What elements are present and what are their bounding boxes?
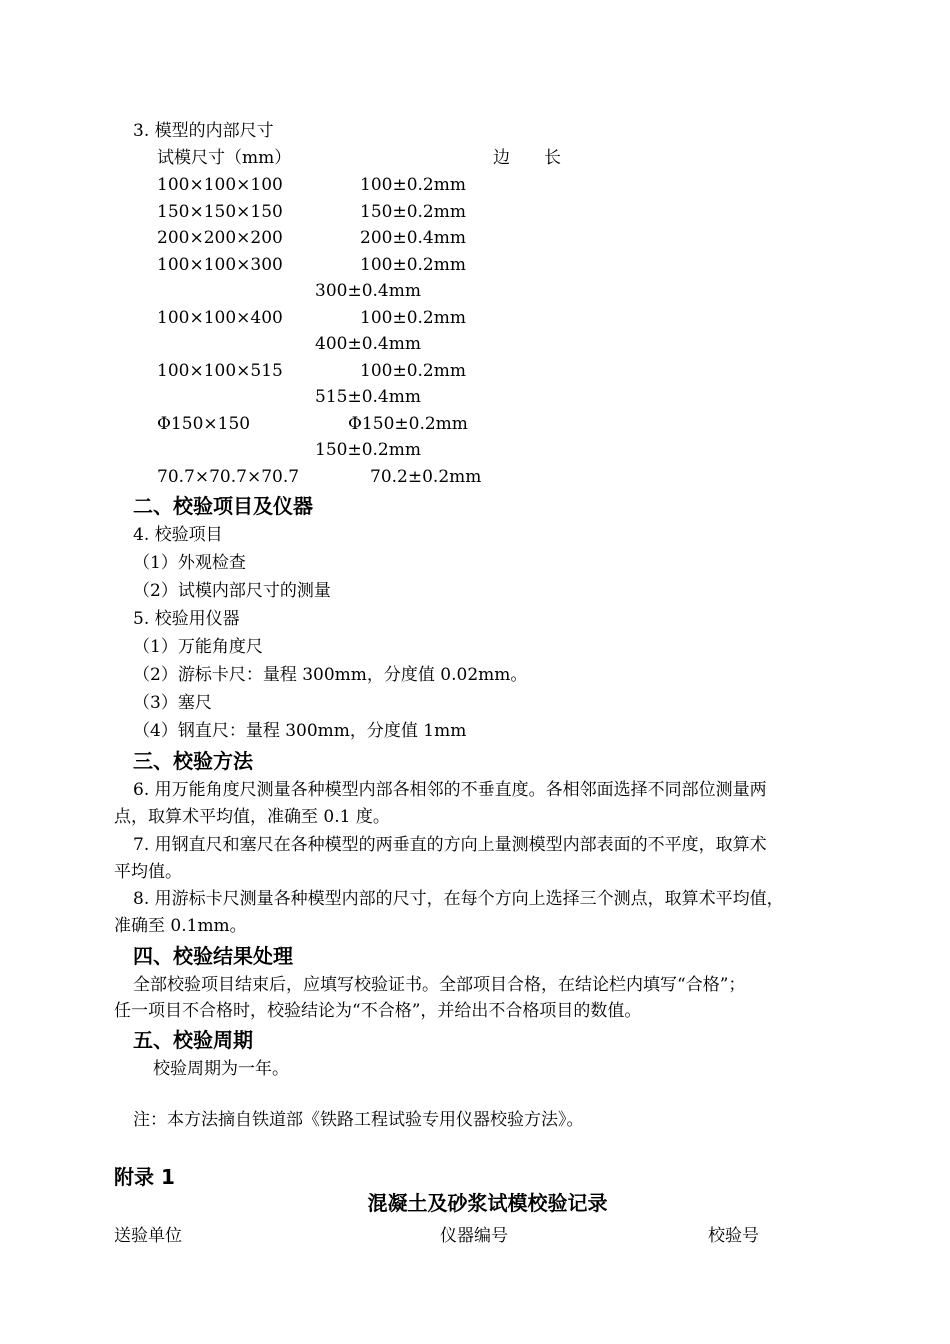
table-row-side: 100±0.2mm [360, 308, 466, 328]
table-row-side: 100±0.2mm [360, 175, 466, 195]
table-row-side: 150±0.2mm [360, 202, 466, 222]
section-heading-calibration-period: 五、校验周期 [133, 1028, 253, 1052]
table-row-size: 100×100×400 [157, 308, 283, 328]
item-5-2: （2）游标卡尺：量程 300mm，分度值 0.02mm。 [133, 665, 528, 685]
period-line: 校验周期为一年。 [153, 1059, 289, 1079]
field-instrument-number: 仪器编号 [440, 1226, 508, 1246]
item-4-2: （2）试模内部尺寸的测量 [133, 581, 331, 601]
result-line-1: 全部校验项目结束后，应填写校验证书。全部项目合格，在结论栏内填写“合格”； [133, 975, 746, 995]
item-4: 4. 校验项目 [133, 525, 223, 545]
table-row-extra: 150±0.2mm [315, 440, 421, 460]
table-row-extra: 300±0.4mm [315, 281, 421, 301]
paragraph-8-line-1: 8. 用游标卡尺测量各种模型内部的尺寸，在每个方向上选择三个测点，取算术平均值， [133, 889, 784, 909]
table-row-extra: 400±0.4mm [315, 334, 421, 354]
item-5-1: （1）万能角度尺 [133, 637, 263, 657]
table-row-side: 100±0.2mm [360, 255, 466, 275]
source-note: 注：本方法摘自铁道部《铁路工程试验专用仪器校验方法》。 [133, 1110, 584, 1130]
paragraph-7-line-1: 7. 用钢直尺和塞尺在各种模型的两垂直的方向上量测模型内部表面的不平度，取算术 [133, 835, 767, 855]
table-row-size: Φ150×150 [157, 414, 251, 434]
table-row-size: 100×100×300 [157, 255, 283, 275]
appendix-title: 混凝土及砂浆试模校验记录 [367, 1191, 608, 1215]
section-heading-result-processing: 四、校验结果处理 [133, 944, 293, 968]
table-row-size: 100×100×100 [157, 175, 283, 195]
paragraph-6-line-1: 6. 用万能角度尺测量各种模型内部各相邻的不垂直度。各相邻面选择不同部位测量两 [133, 780, 767, 800]
table-row-side: 200±0.4mm [360, 228, 466, 248]
field-submitting-unit: 送验单位 [114, 1226, 182, 1246]
table-row-extra: 515±0.4mm [315, 387, 421, 407]
item-5-4: （4）钢直尺：量程 300mm，分度值 1mm [133, 721, 467, 741]
table-row-side: Φ150±0.2mm [348, 414, 468, 434]
table-row-size: 200×200×200 [157, 228, 283, 248]
item-4-1: （1）外观检查 [133, 553, 246, 573]
result-line-2: 任一项目不合格时，校验结论为“不合格”，并给出不合格项目的数值。 [114, 1001, 642, 1021]
paragraph-8-line-2: 准确至 0.1mm。 [114, 916, 247, 936]
section-3-heading: 3. 模型的内部尺寸 [133, 121, 274, 141]
table-row-side: 100±0.2mm [360, 361, 466, 381]
field-calibration-number: 校验号 [708, 1226, 759, 1246]
column-header-side: 边 长 [493, 148, 561, 168]
section-heading-method: 三、校验方法 [133, 749, 253, 773]
table-row-side: 70.2±0.2mm [370, 467, 482, 487]
paragraph-7-line-2: 平均值。 [114, 862, 182, 882]
column-header-size: 试模尺寸（mm） [157, 148, 292, 168]
item-5: 5. 校验用仪器 [133, 609, 240, 629]
table-row-size: 150×150×150 [157, 202, 283, 222]
table-row-size: 70.7×70.7×70.7 [157, 467, 300, 487]
item-5-3: （3）塞尺 [133, 693, 212, 713]
section-heading-items-instruments: 二、校验项目及仪器 [133, 494, 313, 518]
paragraph-6-line-2: 点，取算术平均值，准确至 0.1 度。 [114, 807, 390, 827]
appendix-label: 附录 1 [114, 1165, 175, 1189]
table-row-size: 100×100×515 [157, 361, 283, 381]
